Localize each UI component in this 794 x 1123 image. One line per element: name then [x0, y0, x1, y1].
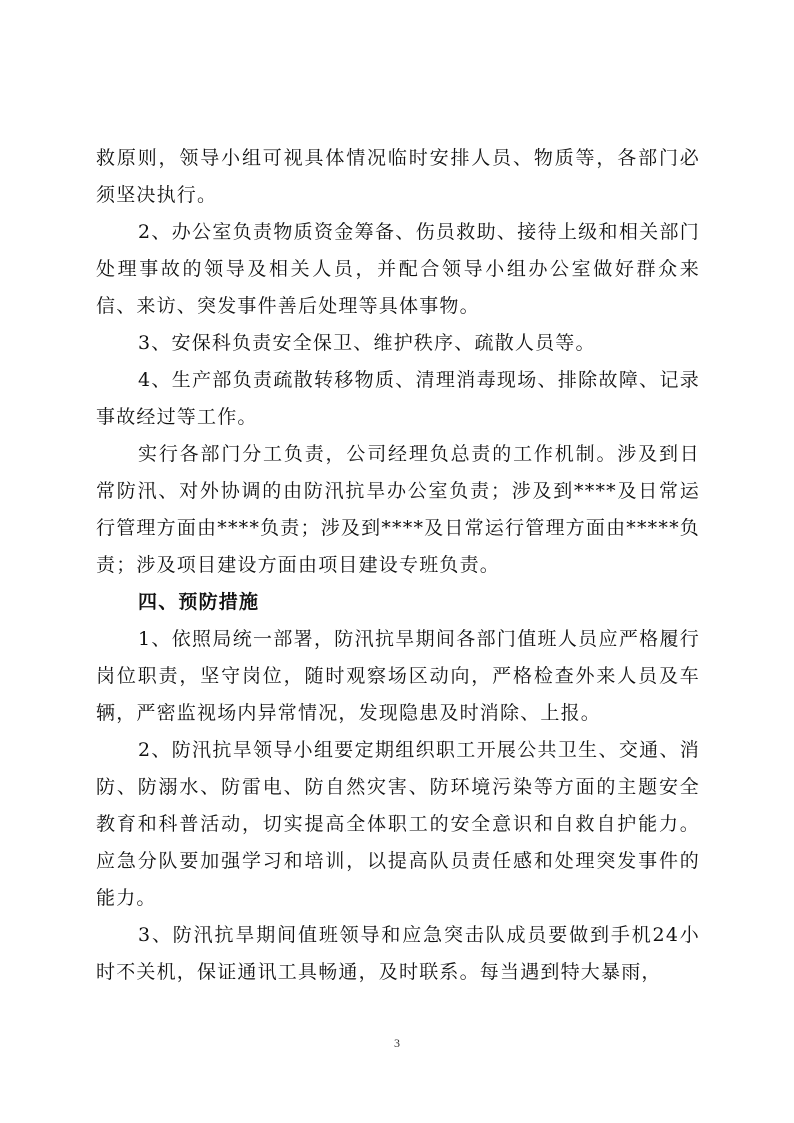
paragraph-office-duties: 2、办公室负责物质资金筹备、伤员救助、接待上级和相关部门处理事故的领导及相关人员，并配合领导小组办公室做好群众来信、来访、突发事件善后处理等具体事物。	[96, 221, 700, 317]
section-heading-prevention: 四、预防措施	[138, 591, 260, 613]
document-body	[96, 140, 700, 991]
paragraph-production-duties: 4、生产部负责疏散转移物质、清理消毒现场、排除故障、记录事故经过等工作。	[96, 369, 700, 428]
paragraph-prevention-2: 2、防汛抗旱领导小组要定期组织职工开展公共卫生、交通、消防、防溺水、防雷电、防自然灾害、防环境污染等方面的主题安全教育和科普活动，切实提高全体职工的安全意识和自救自护能力。应急分队要加强学习和培训，以提高队员责任感和处理突发事件的能力。	[96, 739, 700, 909]
paragraph-prevention-3: 3、防汛抗旱期间值班领导和应急突击队成员要做到手机24小时不关机，保证通讯工具畅通，及时联系。每当遇到特大暴雨，	[96, 924, 700, 983]
paragraph-continuation: 救原则，领导小组可视具体情况临时安排人员、物质等，各部门必须坚决执行。	[96, 147, 700, 206]
paragraph-responsibility-mechanism: 实行各部门分工负责，公司经理负总责的工作机制。涉及到日常防汛、对外协调的由防汛抗旱办公室负责；涉及到****及日常运行管理方面由****负责；涉及到****及日常运行管理方面由*****负责；涉及项目建设方面由项目建设专班负责。	[96, 443, 700, 576]
paragraph-security-duties: 3、安保科负责安全保卫、维护秩序、疏散人员等。	[138, 332, 596, 354]
page-number: 3	[394, 1036, 400, 1050]
paragraph-prevention-1: 1、依照局统一部署，防汛抗旱期间各部门值班人员应严格履行岗位职责，坚守岗位，随时观察场区动向，严格检查外来人员及车辆，严密监视场内异常情况，发现隐患及时消除、上报。	[96, 628, 700, 724]
